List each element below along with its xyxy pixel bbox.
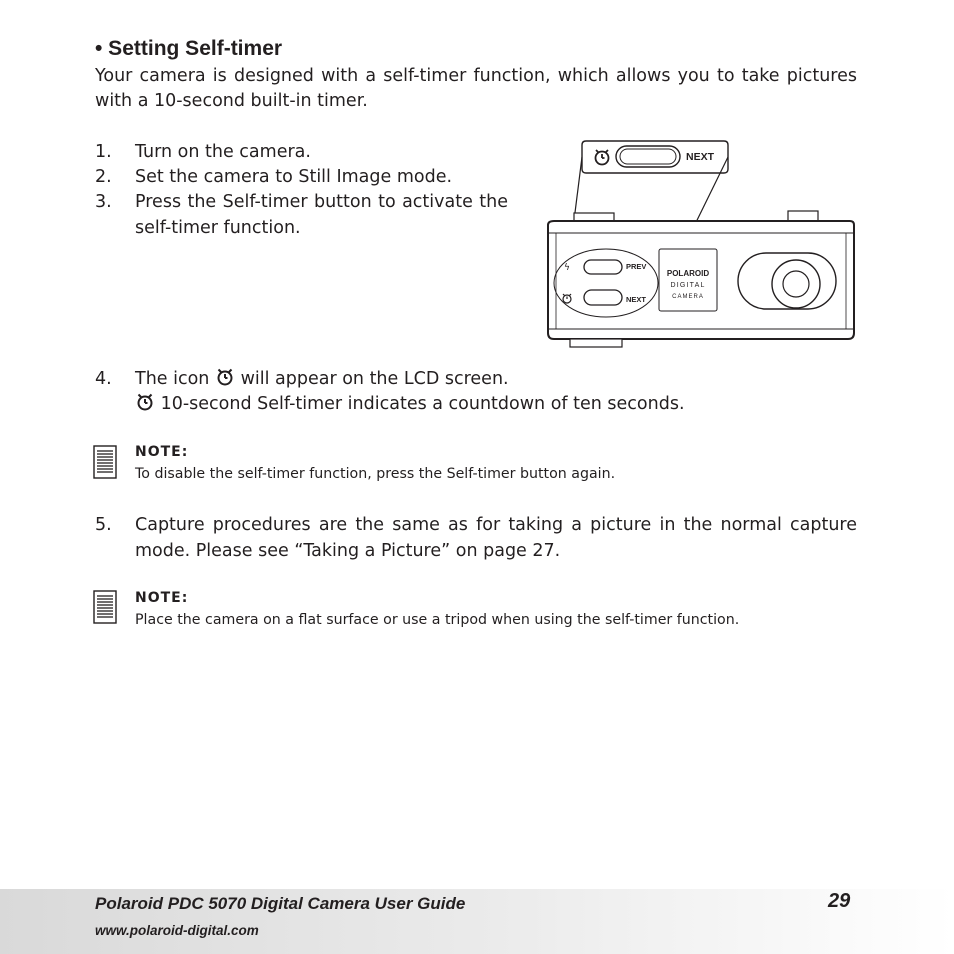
step-number: 1.	[95, 142, 112, 162]
note-2-title: NOTE:	[135, 590, 189, 606]
next-label: NEXT	[626, 295, 647, 304]
note-icon	[92, 444, 118, 480]
step-4-line-2-text: 10-second Self-timer indicates a countdown of ten seconds.	[160, 394, 685, 414]
step-text	[135, 367, 509, 393]
note-1-title: NOTE:	[135, 444, 189, 460]
step-4-text-before: The icon	[135, 369, 210, 389]
logo-line-1: POLAROID	[666, 269, 710, 278]
step-number: 2.	[95, 167, 112, 187]
step-4-line-2	[135, 392, 855, 417]
camera-illustration	[540, 133, 860, 358]
intro-paragraph: Your camera is designed with a self-timer function, which allows you to take pictures with a 10-second built-in timer.	[95, 66, 857, 111]
svg-text:ϟ: ϟ	[564, 263, 570, 273]
note-icon	[92, 589, 118, 625]
page-number: 29	[828, 890, 851, 912]
section-heading: • Setting Self-timer	[95, 37, 283, 60]
step-3	[95, 190, 515, 242]
step-5	[95, 513, 857, 565]
callout-next-label: NEXT	[686, 151, 715, 163]
step-1	[95, 140, 515, 165]
footer-title: Polaroid PDC 5070 Digital Camera User Guide	[95, 894, 466, 913]
step-text: Turn on the camera.	[135, 142, 311, 162]
note-1-text: To disable the self-timer function, press the Self-timer button again.	[135, 466, 616, 482]
step-number: 3.	[95, 192, 112, 212]
step-number: 4.	[95, 369, 112, 389]
note-2-text: Place the camera on a flat surface or use a tripod when using the self-timer function.	[135, 612, 740, 628]
self-timer-icon	[215, 367, 235, 387]
step-2	[95, 165, 515, 190]
step-number: 5.	[95, 515, 112, 535]
footer-url: www.polaroid-digital.com	[95, 923, 259, 938]
self-timer-icon	[135, 392, 155, 412]
prev-label: PREV	[626, 262, 647, 271]
camera-body	[548, 211, 854, 347]
step-text: Capture procedures are the same as for taking a picture in the normal capture mode. Please see “Taking a Picture” on page 27.	[135, 515, 857, 561]
logo-line-2: DIGITAL	[670, 282, 706, 289]
logo-line-3: CAMERA	[672, 294, 704, 300]
step-4-text-after: will appear on the LCD screen.	[240, 369, 509, 389]
step-4	[95, 367, 815, 392]
step-text: Set the camera to Still Image mode.	[135, 167, 453, 187]
step-text: Press the Self-timer button to activate the self-timer function.	[135, 192, 508, 238]
